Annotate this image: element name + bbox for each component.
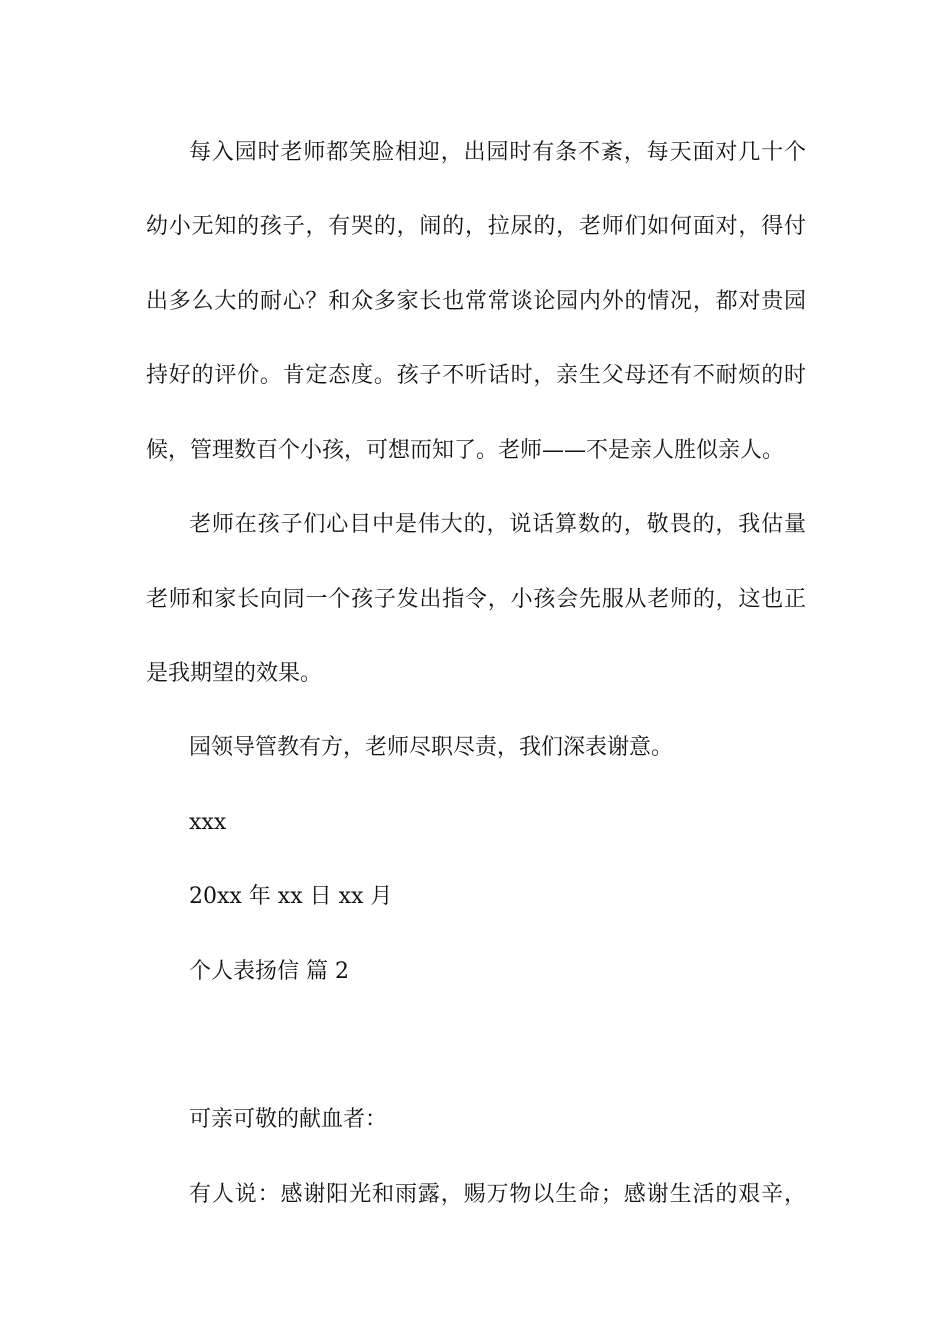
paragraph-1-line-5: 候，管理数百个小孩，可想而知了。老师——不是亲人胜似亲人。 [146, 438, 785, 463]
paragraph-1-line-2: 幼小无知的孩子，有哭的，闹的，拉尿的，老师们如何面对，得付 [146, 214, 806, 239]
letter-date: 20xx 年 xx 日 xx 月 [189, 884, 393, 909]
salutation: 可亲可敬的献血者： [189, 1107, 388, 1132]
signature: xxx [189, 810, 227, 835]
paragraph-1-line-3: 出多么大的耐心？和众多家长也常常谈论园内外的情况，都对贵园 [146, 289, 806, 314]
closing-paragraph-line-1: 有人说：感谢阳光和雨露，赐万物以生命；感谢生活的艰辛， [189, 1182, 806, 1207]
paragraph-3-line-1: 园领导管教有方，老师尽职尽责，我们深表谢意。 [189, 735, 674, 760]
paragraph-1-line-4: 持好的评价。肯定态度。孩子不听话时，亲生父母还有不耐烦的时 [146, 363, 806, 388]
paragraph-2-line-2: 老师和家长向同一个孩子发出指令，小孩会先服从老师的，这也正 [146, 587, 806, 612]
section-heading: 个人表扬信 篇 2 [189, 959, 349, 984]
paragraph-1-line-1: 每入园时老师都笑脸相迎，出园时有条不紊，每天面对几十个 [189, 140, 806, 165]
paragraph-2-line-1: 老师在孩子们心目中是伟大的，说话算数的，敬畏的，我估量 [189, 512, 806, 537]
paragraph-2-line-3: 是我期望的效果。 [146, 661, 323, 686]
